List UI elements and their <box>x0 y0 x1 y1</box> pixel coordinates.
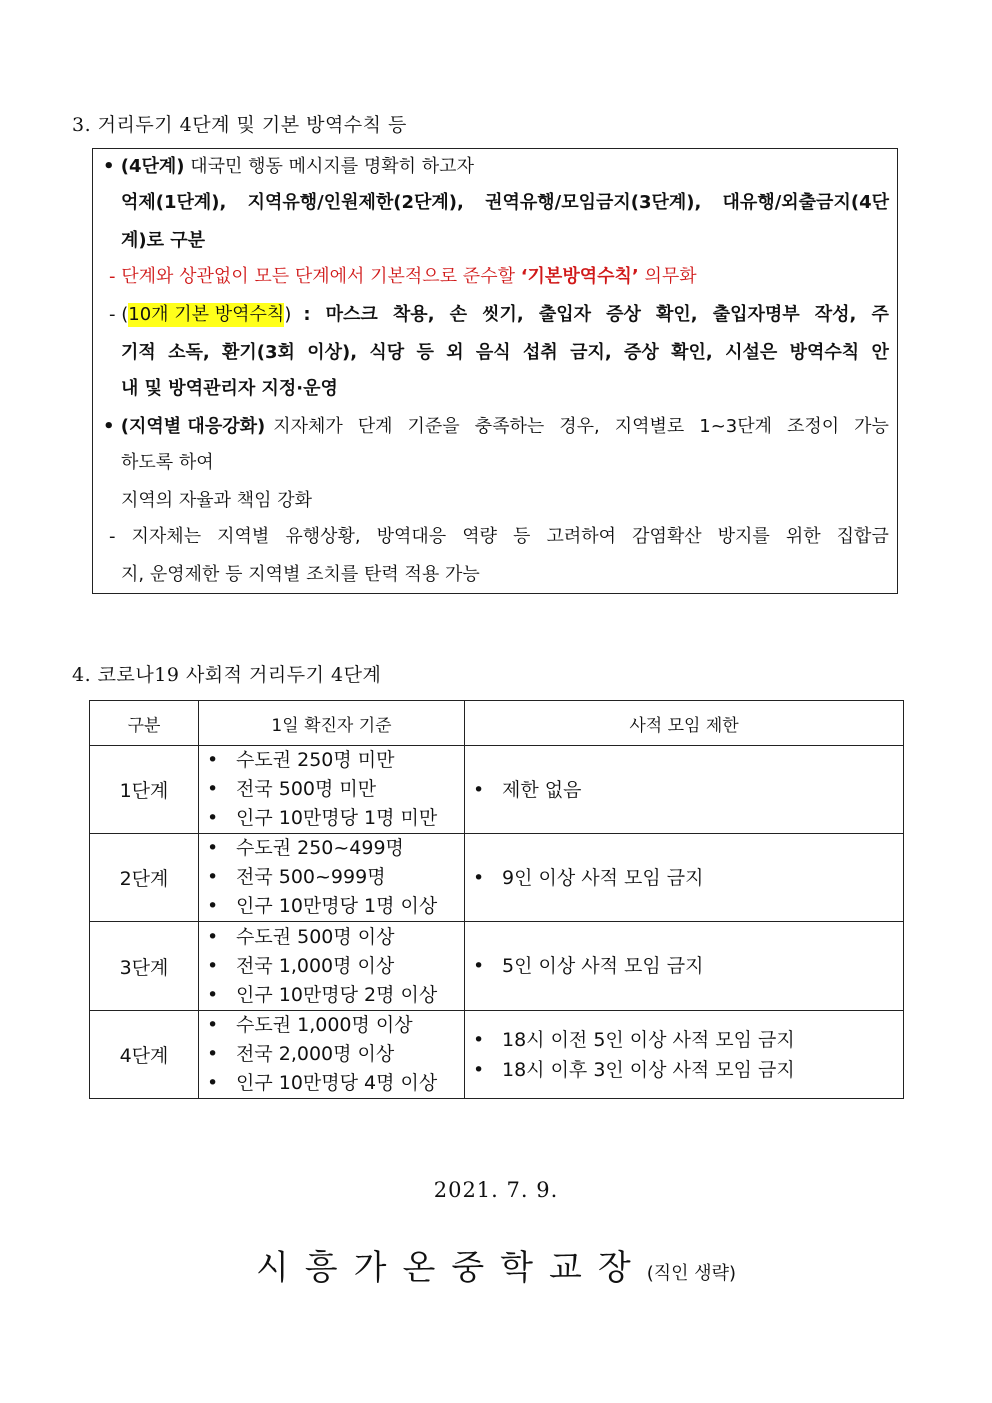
bullet-icon: • <box>207 866 219 888</box>
table-row <box>90 922 904 1011</box>
line5-close: ) <box>284 304 292 325</box>
seal-note: (직인 생략) <box>646 1263 737 1284</box>
header-stage: 구분 <box>90 701 199 746</box>
limit-text: 9인 이상 사적 모임 금지 <box>502 866 704 889</box>
line1-label: • (4단계) <box>103 156 185 177</box>
criteria-item <box>199 804 464 833</box>
box-line-12: 지, 운영제한 등 지역별 조치를 탄력 적용 가능 <box>121 564 480 585</box>
line6-word: 소독, <box>168 342 210 363</box>
line6-word: 식당 <box>369 342 405 363</box>
stage-cell: 1단계 <box>90 746 199 834</box>
line2-word: 권역유행/모임금지(3단계), <box>485 192 702 213</box>
line8-word: 충족하는 <box>474 416 545 437</box>
line2-word: 지역유행/인원제한(2단계), <box>247 192 464 213</box>
box-line-8 <box>103 415 889 439</box>
criteria-text: 인구 10만명당 4명 이상 <box>236 1072 438 1094</box>
line8-word: 1~3단계 <box>699 416 773 437</box>
limit-item <box>465 863 903 893</box>
limit-item <box>465 775 903 805</box>
box-line-10: 지역의 자율과 책임 강화 <box>121 490 313 511</box>
box-line-7: 내 및 방역관리자 지정·운영 <box>121 378 338 399</box>
line8-word: 단계 <box>357 416 393 437</box>
line6-word: 등 <box>416 342 434 363</box>
line5-word: : <box>303 304 311 325</box>
line5-word: 손 <box>449 304 468 325</box>
line11-word: 방역대응 <box>376 526 447 547</box>
limit-text: 5인 이상 사적 모임 금지 <box>502 955 704 977</box>
table-row <box>90 746 904 834</box>
bullet-icon: • <box>207 1014 219 1036</box>
line6-word: 음식 <box>475 342 511 363</box>
criteria-cell <box>199 746 465 834</box>
line8-word: 가능 <box>854 416 889 437</box>
bullet-icon: • <box>473 1028 485 1051</box>
line11-word: 지자체는 <box>131 526 202 547</box>
table-header-row <box>90 701 904 746</box>
table-row <box>90 834 904 922</box>
bullet-icon: • <box>473 778 485 801</box>
bullet-icon: • <box>473 866 485 889</box>
line6-word: 시설은 <box>725 342 778 363</box>
line5-word: 마스크 <box>325 304 378 325</box>
criteria-item <box>199 981 464 1010</box>
box-line-2 <box>121 191 889 215</box>
bullet-icon: • <box>207 954 219 977</box>
line1-text: 대국민 행동 메시지를 명확히 하고자 <box>184 156 474 177</box>
limit-text: 제한 없음 <box>502 778 582 801</box>
limit-text: 18시 이전 5인 이상 사적 모임 금지 <box>502 1028 795 1051</box>
line11-word: 위한 <box>785 526 821 547</box>
box-line-6 <box>121 341 889 365</box>
line6-word: 금지, <box>570 342 612 363</box>
box-line-4 <box>109 265 697 289</box>
line11-word: 유행상황, <box>285 526 361 547</box>
criteria-text: 전국 500명 미만 <box>236 778 377 800</box>
line5-word: 착용, <box>392 304 435 325</box>
line2-word: 억제(1단계), <box>121 192 227 213</box>
table-row <box>90 1011 904 1099</box>
limit-item <box>465 1055 903 1085</box>
criteria-item <box>199 1011 464 1040</box>
line5-word: 확인, <box>655 304 698 325</box>
line5-word: 출입자명부 <box>712 304 800 325</box>
bullet-icon: • <box>207 1072 219 1094</box>
line5-word: 작성, <box>814 304 857 325</box>
line8-word: 경우, <box>559 416 600 437</box>
line11-word: 감염확산 <box>632 526 702 547</box>
line11-word: - <box>109 526 116 547</box>
line11-word: 고려하여 <box>546 526 617 547</box>
line8-word: 조정이 <box>787 416 840 437</box>
criteria-cell <box>199 922 465 1011</box>
header-limits: 사적 모임 제한 <box>465 701 904 746</box>
line4-text: - 단계와 상관없이 모든 단계에서 기본적으로 준수할 <box>109 266 521 287</box>
bullet-icon: • <box>473 955 485 977</box>
criteria-cell <box>199 834 465 922</box>
line6-word: 방역수칙 <box>789 342 860 363</box>
limit-item <box>465 1025 903 1055</box>
line8-word: 지역별로 <box>614 416 685 437</box>
criteria-text: 수도권 250~499명 <box>236 837 404 859</box>
stage-cell: 4단계 <box>90 1011 199 1099</box>
line6-word: 기적 <box>121 342 156 363</box>
line11-word: 등 <box>513 526 531 547</box>
line5-word: 씻기, <box>482 304 524 325</box>
line11-word: 역량 <box>462 526 498 547</box>
criteria-text: 전국 500~999명 <box>236 866 386 888</box>
line5-dash: - ( <box>109 304 129 325</box>
criteria-text: 수도권 1,000명 이상 <box>236 1014 413 1036</box>
bullet-icon: • <box>207 778 219 800</box>
line11-word: 지역별 <box>217 526 270 547</box>
criteria-item <box>199 746 464 775</box>
document-date: 2021. 7. 9. <box>433 1178 559 1202</box>
criteria-item <box>199 923 464 952</box>
line6-word: 섭취 <box>523 342 558 363</box>
line11-word: 방지를 <box>717 526 770 547</box>
limit-cell <box>465 834 904 922</box>
line11-word: 집합금 <box>836 526 889 547</box>
criteria-item <box>199 952 464 981</box>
line4-tail: 의무화 <box>638 266 697 287</box>
box-line-1 <box>103 155 474 179</box>
box-line-3: 계)로 구분 <box>121 230 206 251</box>
criteria-item <box>199 863 464 892</box>
limit-cell <box>465 922 904 1011</box>
bullet-icon: • <box>207 807 219 829</box>
criteria-text: 인구 10만명당 2명 이상 <box>236 983 438 1006</box>
limit-cell <box>465 1011 904 1099</box>
table-body <box>90 746 904 1099</box>
line8-word: 지자체가 <box>273 416 343 437</box>
line6-word: 안 <box>871 342 889 363</box>
box-line-5 <box>109 303 889 327</box>
signature-line <box>0 1240 992 1289</box>
limit-item <box>465 951 903 981</box>
criteria-text: 수도권 250명 미만 <box>236 749 395 771</box>
section4-heading: 4. 코로나19 사회적 거리두기 4단계 <box>72 664 382 686</box>
bullet-icon: • <box>207 1043 219 1065</box>
bullet-icon: • <box>207 749 219 771</box>
box-line-11 <box>109 525 889 549</box>
limit-cell <box>465 746 904 834</box>
criteria-item <box>199 834 464 863</box>
bullet-icon: • <box>473 1058 485 1081</box>
line6-word: 증상 <box>624 342 659 363</box>
criteria-item <box>199 775 464 804</box>
criteria-item <box>199 1040 464 1069</box>
header-criteria: 1일 확진자 기준 <box>199 701 465 746</box>
criteria-text: 인구 10만명당 1명 미만 <box>236 807 438 829</box>
criteria-text: 인구 10만명당 1명 이상 <box>236 895 438 917</box>
criteria-item <box>199 892 464 921</box>
stage-cell: 2단계 <box>90 834 199 922</box>
line8-word: 기준을 <box>407 416 460 437</box>
line5-word: 주 <box>871 304 889 325</box>
limit-text: 18시 이후 3인 이상 사적 모임 금지 <box>502 1058 795 1081</box>
criteria-item <box>199 1069 464 1098</box>
line6-word: 이상), <box>307 342 358 363</box>
line8-words <box>273 415 889 439</box>
line5-word: 출입자 <box>538 304 592 325</box>
distancing-table <box>89 700 904 1099</box>
line6-word: 확인, <box>671 342 713 363</box>
signer-name: 시흥가온중학교장 <box>255 1248 647 1288</box>
criteria-text: 전국 1,000명 이상 <box>236 954 395 977</box>
line6-word: 환기(3회 <box>222 342 295 363</box>
section3-heading: 3. 거리두기 4단계 및 기본 방역수칙 등 <box>72 114 407 136</box>
line4-emphasis: ‘기본방역수칙’ <box>520 266 639 287</box>
line5-words <box>303 303 889 327</box>
criteria-cell <box>199 1011 465 1099</box>
bullet-icon: • <box>207 925 219 948</box>
criteria-text: 수도권 500명 이상 <box>236 925 395 948</box>
section3-box <box>92 148 898 594</box>
line5-word: 증상 <box>606 304 641 325</box>
line6-word: 외 <box>446 342 464 363</box>
line5-highlight: 10개 기본 방역수칙 <box>128 304 285 325</box>
bullet-icon: • <box>207 983 219 1006</box>
criteria-text: 전국 2,000명 이상 <box>236 1043 395 1065</box>
line2-word: 대유행/외출금지(4단 <box>722 192 889 213</box>
stage-cell: 3단계 <box>90 922 199 1011</box>
line8-label: • (지역별 대응강화) <box>103 416 266 437</box>
bullet-icon: • <box>207 895 219 917</box>
bullet-icon: • <box>207 837 219 859</box>
box-line-9: 하도록 하여 <box>121 452 214 473</box>
